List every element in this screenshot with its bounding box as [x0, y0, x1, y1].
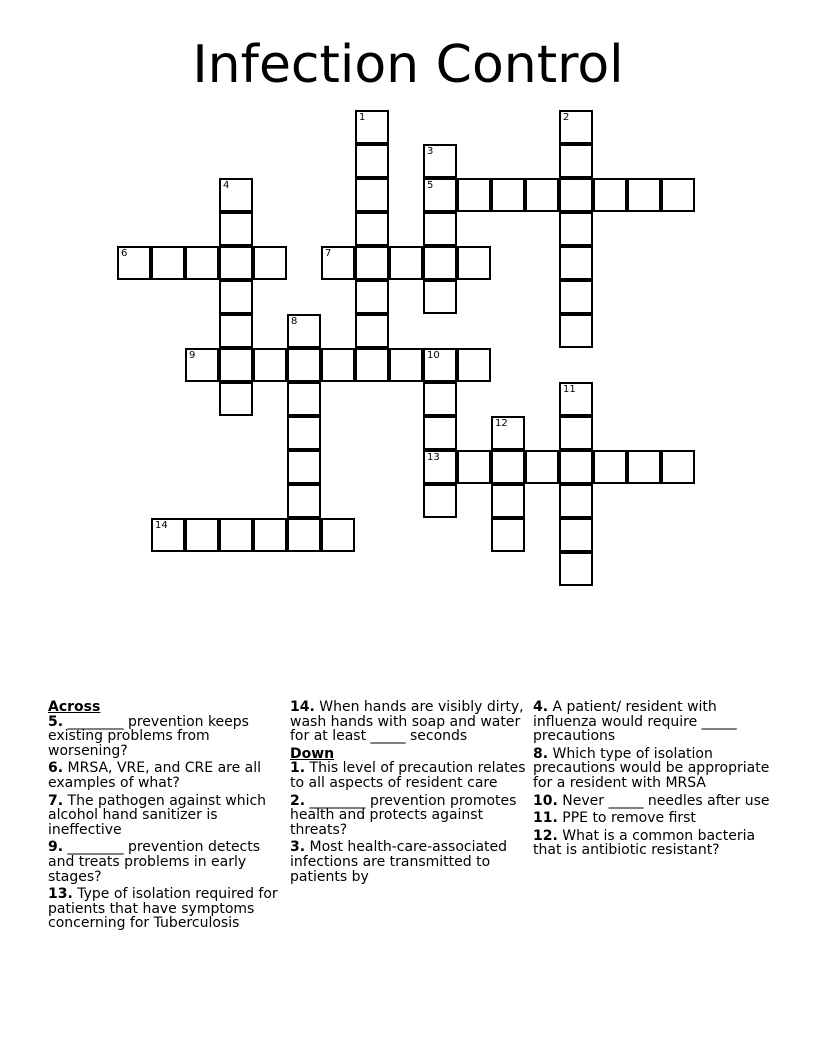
grid-cell[interactable] — [355, 280, 389, 314]
clues-column-3 — [533, 700, 773, 861]
grid-cell[interactable] — [219, 518, 253, 552]
grid-cell[interactable] — [423, 416, 457, 450]
grid-cell[interactable] — [287, 348, 321, 382]
down-heading: Down — [290, 745, 335, 762]
cell-number: 11 — [563, 384, 576, 395]
grid-cell[interactable] — [185, 518, 219, 552]
grid-cell[interactable] — [559, 382, 593, 416]
grid-cell[interactable] — [423, 348, 457, 382]
grid-cell[interactable] — [219, 314, 253, 348]
grid-cell[interactable] — [287, 450, 321, 484]
grid-cell[interactable] — [491, 518, 525, 552]
grid-cell[interactable] — [457, 348, 491, 382]
clue-across-9: 9. ________ prevention detects and treats problems in early stages? — [48, 839, 261, 885]
cell-number: 10 — [427, 350, 440, 361]
grid-cell[interactable] — [559, 552, 593, 586]
grid-cell[interactable] — [287, 484, 321, 518]
grid-cell[interactable] — [423, 484, 457, 518]
cell-number: 5 — [427, 180, 434, 191]
grid-cell[interactable] — [559, 280, 593, 314]
grid-cell[interactable] — [287, 416, 321, 450]
grid-cell[interactable] — [219, 382, 253, 416]
grid-cell[interactable] — [559, 144, 593, 178]
grid-cell[interactable] — [321, 348, 355, 382]
grid-cell[interactable] — [389, 348, 423, 382]
grid-cell[interactable] — [355, 178, 389, 212]
grid-cell[interactable] — [457, 178, 491, 212]
grid-cell[interactable] — [423, 382, 457, 416]
grid-cell[interactable] — [219, 280, 253, 314]
cell-number: 2 — [563, 112, 570, 123]
grid-cell[interactable] — [627, 178, 661, 212]
grid-cell[interactable] — [661, 178, 695, 212]
grid-cell[interactable] — [219, 178, 253, 212]
grid-cell[interactable] — [661, 450, 695, 484]
grid-cell[interactable] — [253, 518, 287, 552]
cell-number: 1 — [359, 112, 366, 123]
clue-down-12: 12. What is a common bacteria that is antibiotic resistant? — [533, 827, 756, 859]
grid-cell[interactable] — [457, 246, 491, 280]
grid-cell[interactable] — [355, 348, 389, 382]
cell-number: 13 — [427, 452, 440, 463]
grid-cell[interactable] — [559, 110, 593, 144]
clue-across-13: 13. Type of isolation required for patients that have symptoms concerning for Tuberculosis — [48, 886, 278, 932]
grid-cell[interactable] — [355, 314, 389, 348]
grid-cell[interactable] — [253, 348, 287, 382]
grid-cell[interactable] — [423, 450, 457, 484]
grid-cell[interactable] — [559, 178, 593, 212]
cell-number: 7 — [325, 248, 332, 259]
grid-cell[interactable] — [321, 518, 355, 552]
grid-cell[interactable] — [491, 450, 525, 484]
grid-cell[interactable] — [457, 450, 491, 484]
grid-cell[interactable] — [559, 246, 593, 280]
cell-number: 8 — [291, 316, 298, 327]
grid-cell[interactable] — [185, 348, 219, 382]
grid-cell[interactable] — [559, 416, 593, 450]
grid-cell[interactable] — [491, 416, 525, 450]
grid-cell[interactable] — [423, 144, 457, 178]
grid-cell[interactable] — [525, 178, 559, 212]
grid-cell[interactable] — [491, 178, 525, 212]
clue-down-10: 10. Never _____ needles after use — [533, 792, 770, 809]
grid-cell[interactable] — [219, 212, 253, 246]
grid-cell[interactable] — [253, 246, 287, 280]
grid-cell[interactable] — [593, 450, 627, 484]
cell-number: 6 — [121, 248, 128, 259]
cell-number: 4 — [223, 180, 230, 191]
grid-cell[interactable] — [287, 518, 321, 552]
grid-cell[interactable] — [355, 246, 389, 280]
cell-number: 3 — [427, 146, 434, 157]
clue-down-3: 3. Most health-care-associated infections are transmitted to patients by — [290, 839, 508, 885]
page-title: Infection Control — [192, 35, 624, 95]
clue-across-7: 7. The pathogen against which alcohol hand sanitizer is ineffective — [48, 792, 267, 838]
grid-cell[interactable] — [423, 178, 457, 212]
grid-cell[interactable] — [627, 450, 661, 484]
grid-cell[interactable] — [559, 314, 593, 348]
grid-cell[interactable] — [287, 314, 321, 348]
clue-across-14: 14. When hands are visibly dirty, wash hands with soap and water for at least _____ seconds — [290, 699, 524, 745]
across-heading: Across — [48, 699, 101, 715]
grid-cell[interactable] — [491, 484, 525, 518]
grid-cell[interactable] — [423, 280, 457, 314]
grid-cell[interactable] — [151, 246, 185, 280]
clue-down-8: 8. Which type of isolation precautions would be appropriate for a resident with MRSA — [533, 745, 770, 791]
cell-number: 14 — [155, 520, 168, 531]
grid-cell[interactable] — [321, 246, 355, 280]
clues-column-1 — [48, 700, 284, 934]
grid-cell[interactable] — [423, 212, 457, 246]
clues-column-2 — [290, 700, 526, 887]
clue-down-4: 4. A patient/ resident with influenza would require _____ precautions — [533, 699, 737, 745]
grid-cell[interactable] — [559, 450, 593, 484]
clue-across-6: 6. MRSA, VRE, and CRE are all examples of what? — [48, 760, 262, 791]
clue-down-2: 2. ________ prevention promotes health and protects against threats? — [290, 792, 517, 838]
clue-down-11: 11. PPE to remove first — [533, 810, 696, 827]
clue-across-5: 5. ________ prevention keeps existing problems from worsening? — [48, 713, 249, 759]
cell-number: 12 — [495, 418, 508, 429]
grid-cell[interactable] — [355, 212, 389, 246]
grid-cell[interactable] — [219, 246, 253, 280]
grid-cell[interactable] — [559, 212, 593, 246]
cell-number: 9 — [189, 350, 196, 361]
grid-cell[interactable] — [423, 246, 457, 280]
grid-cell[interactable] — [593, 178, 627, 212]
grid-cell[interactable] — [355, 110, 389, 144]
grid-cell[interactable] — [219, 348, 253, 382]
grid-cell[interactable] — [355, 144, 389, 178]
grid-cell[interactable] — [117, 246, 151, 280]
grid-cell[interactable] — [389, 246, 423, 280]
grid-cell[interactable] — [151, 518, 185, 552]
grid-cell[interactable] — [185, 246, 219, 280]
clue-down-1: 1. This level of precaution relates to all aspects of resident care — [290, 760, 526, 791]
grid-cell[interactable] — [559, 484, 593, 518]
grid-cell[interactable] — [559, 518, 593, 552]
grid-cell[interactable] — [525, 450, 559, 484]
grid-cell[interactable] — [287, 382, 321, 416]
